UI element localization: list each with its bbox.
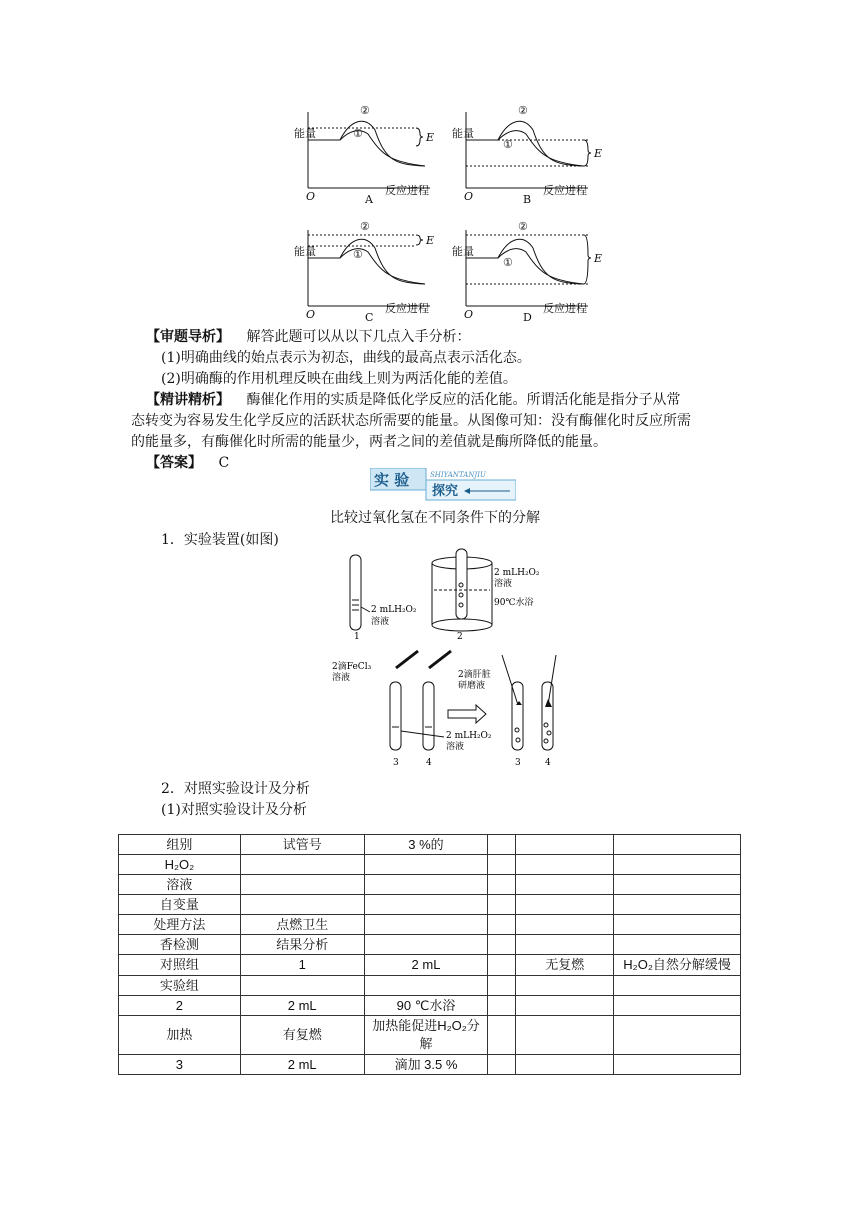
table-row (119, 875, 741, 895)
table-row (119, 855, 741, 875)
graph-d (448, 218, 648, 323)
graph-e-label: E (426, 131, 435, 144)
table-cell: 加热能促进H₂O₂分解 (364, 1016, 488, 1055)
banner-pinyin: SHIYANTANJIU (430, 471, 486, 479)
table-cell: 组别 (119, 835, 241, 855)
table-cell: 对照组 (119, 955, 241, 976)
table-row (119, 895, 741, 915)
graph-b (448, 100, 648, 205)
table-row (119, 1016, 741, 1055)
table-cell (614, 875, 741, 895)
table-cell (240, 855, 364, 875)
table-cell (488, 915, 516, 935)
table-row (119, 955, 741, 976)
tube1-label2: 溶液 (371, 617, 390, 627)
table-row (119, 915, 741, 935)
table-row (119, 976, 741, 996)
graph-x-label: 反应进程 (385, 302, 429, 315)
table-cell: H₂O₂自然分解缓慢 (614, 955, 741, 976)
table-cell (516, 855, 614, 875)
banner-top: 实 验 (374, 471, 410, 489)
graph-y-label: 能量 (452, 245, 474, 258)
table-cell: 3 %的 (364, 835, 488, 855)
banner-bottom: 探究 (432, 484, 459, 499)
table-cell (488, 976, 516, 996)
graph-e-label: E (594, 252, 603, 265)
table-row (119, 835, 741, 855)
table-cell (488, 1055, 516, 1075)
liver-label2: 研磨液 (458, 681, 486, 691)
table-cell (614, 1055, 741, 1075)
table-cell (488, 1016, 516, 1055)
liver-label: 2滴肝脏 (458, 670, 491, 680)
table-cell: 点燃卫生 (240, 915, 364, 935)
detail-heading: 【精讲精析】 (146, 392, 230, 408)
table-cell (614, 996, 741, 1016)
section2-subheading: (1)对照实验设计及分析 (161, 802, 307, 818)
graph-origin: O (464, 190, 474, 203)
table-cell: 90 ℃水浴 (364, 996, 488, 1016)
table-cell (240, 895, 364, 915)
graph-panel-label: A (365, 193, 373, 205)
detail-line1 (146, 389, 680, 409)
table-cell (364, 915, 488, 935)
graph-curve1-label: ① (353, 248, 363, 261)
graph-curve1-label: ① (353, 127, 363, 140)
graph-y-label: 能量 (294, 127, 316, 140)
table-cell: 处理方法 (119, 915, 241, 935)
table-row (119, 1055, 741, 1075)
table-cell (614, 976, 741, 996)
table-cell: 无复燃 (516, 955, 614, 976)
table-cell (488, 835, 516, 855)
graph-x-label: 反应进程 (543, 184, 587, 197)
table-cell (516, 875, 614, 895)
table-cell: H₂O₂ (119, 855, 241, 875)
graph-x-label: 反应进程 (543, 302, 587, 315)
point1: (1)明确曲线的始点表示为初态，曲线的最高点表示活化态。 (161, 350, 531, 366)
table-cell (614, 935, 741, 955)
table-cell (614, 855, 741, 875)
table-cell (516, 1055, 614, 1075)
beaker-label: 2 mLH₂O₂ (494, 568, 540, 578)
table-cell (614, 915, 741, 935)
table-cell (488, 875, 516, 895)
table-cell: 结果分析 (240, 935, 364, 955)
h2o2-label: 2 mLH₂O₂ (446, 731, 492, 741)
answer-line (146, 452, 229, 472)
table-cell: 滴加 3.5 % (364, 1055, 488, 1075)
graph-y-label: 能量 (452, 127, 474, 140)
table-cell (614, 835, 741, 855)
graph-x-label: 反应进程 (385, 184, 429, 197)
graph-panel-label: B (523, 193, 532, 205)
table-cell: 加热 (119, 1016, 241, 1055)
table-cell: 自变量 (119, 895, 241, 915)
tube1-label: 2 mLH₂O₂ (371, 605, 417, 615)
experiment-table (118, 834, 741, 1075)
table-cell: 2 mL (240, 996, 364, 1016)
table-cell: 试管号 (240, 835, 364, 855)
table-cell (516, 935, 614, 955)
tube4b-number: 4 (545, 758, 551, 768)
table-cell (488, 895, 516, 915)
graph-curve2-label: ② (518, 104, 528, 117)
answer-heading: 【答案】 (146, 455, 202, 471)
point2: (2)明确酶的作用机理反映在曲线上则为两活化能的差值。 (161, 371, 517, 387)
graph-origin: O (306, 190, 316, 203)
table-cell (516, 895, 614, 915)
guide-text: 解答此题可以从以下几点入手分析： (246, 329, 471, 345)
table-cell (364, 935, 488, 955)
apparatus-figure (326, 545, 586, 770)
tube3b-number: 3 (515, 758, 521, 768)
table-cell: 2 mL (240, 1055, 364, 1075)
table-cell: 2 mL (364, 955, 488, 976)
graph-e-label: E (594, 147, 603, 160)
graph-curve1-label: ① (503, 138, 513, 151)
detail-text1: 酶催化作用的实质是降低化学反应的活化能。所谓活化能是指分子从常 (246, 392, 681, 408)
bath-label: 90℃水浴 (494, 598, 534, 608)
table-cell: 实验组 (119, 976, 241, 996)
graph-y-label: 能量 (294, 245, 316, 258)
table-cell: 有复燃 (240, 1016, 364, 1055)
table-cell (240, 875, 364, 895)
table-cell (240, 976, 364, 996)
guide-heading: 【审题导析】 (146, 329, 230, 345)
table-cell (516, 835, 614, 855)
section2-heading: 2．对照实验设计及分析 (161, 781, 310, 797)
tube4-number: 4 (426, 758, 432, 768)
table-cell: 1 (240, 955, 364, 976)
table-cell (614, 1016, 741, 1055)
graph-curve2-label: ② (518, 220, 528, 233)
fecl3-label: 2滴FeCl₃ (332, 662, 372, 672)
graph-panel-label: D (523, 311, 532, 323)
detail-line2: 态转变为容易发生化学反应的活跃状态所需要的能量。从图像可知：没有酶催化时反应所需 (131, 413, 691, 429)
table-cell (516, 1016, 614, 1055)
fecl3-label2: 溶液 (332, 673, 351, 683)
beaker-number: 2 (457, 632, 463, 642)
section1-heading: 1．实验装置(如图) (161, 532, 279, 548)
table-cell: 3 (119, 1055, 241, 1075)
table-cell (614, 895, 741, 915)
table-cell (364, 895, 488, 915)
beaker-label2: 溶液 (494, 579, 513, 589)
table-row (119, 996, 741, 1016)
table-cell (488, 935, 516, 955)
table-cell (516, 915, 614, 935)
graph-curve2-label: ② (360, 104, 370, 117)
table-cell (516, 996, 614, 1016)
table-cell: 溶液 (119, 875, 241, 895)
table-cell (364, 855, 488, 875)
graph-curve1-label: ① (503, 256, 513, 269)
table-cell: 香检测 (119, 935, 241, 955)
experiment-banner (370, 468, 516, 502)
table-cell: 2 (119, 996, 241, 1016)
table-cell (488, 855, 516, 875)
answer-value: C (218, 455, 230, 471)
table-cell (516, 976, 614, 996)
detail-line3: 的能量多，有酶催化时所需的能量少，两者之间的差值就是酶所降低的能量。 (131, 434, 607, 450)
graph-origin: O (306, 308, 316, 321)
table-cell (364, 875, 488, 895)
graph-panel-label: C (365, 311, 374, 323)
h2o2-label2: 溶液 (446, 742, 465, 752)
graph-e-label: E (426, 234, 435, 247)
table-row (119, 935, 741, 955)
graph-origin: O (464, 308, 474, 321)
tube3-number: 3 (393, 758, 399, 768)
table-cell (364, 976, 488, 996)
table-cell (488, 955, 516, 976)
guide-line (146, 326, 470, 346)
experiment-title: 比较过氧化氢在不同条件下的分解 (330, 510, 540, 526)
graph-curve2-label: ② (360, 220, 370, 233)
table-cell (488, 996, 516, 1016)
tube1-number: 1 (354, 632, 360, 642)
